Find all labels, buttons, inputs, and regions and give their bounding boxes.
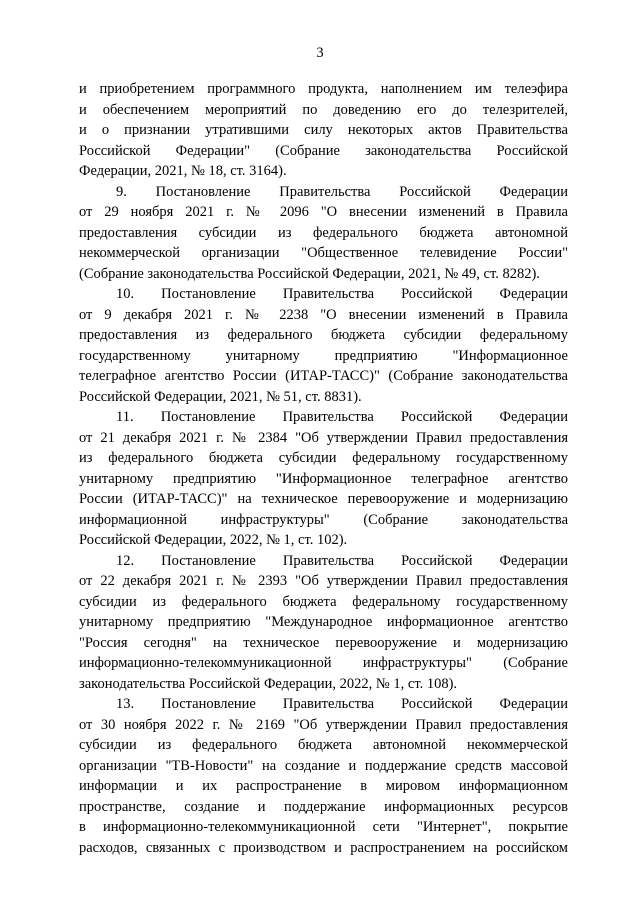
text-line: и приобретением программного продукта, наполнением им телеэфира [79, 81, 568, 97]
text-line: расходов, связанных с производством и распространением на российском [79, 839, 568, 856]
document-body [79, 79, 568, 858]
paragraph-continuation [79, 79, 568, 182]
paragraph-item-13 [79, 694, 568, 858]
text-line: от 21 декабря 2021 г. № 2384 "Об утверждении Правил предоставления [79, 429, 568, 446]
text-line: Федерации, 2021, № 18, ст. 3164). [79, 163, 287, 179]
text-line: от 29 ноября 2021 г. № 2096 "О внесении изменений в Правила [79, 204, 568, 220]
paragraph-item-12 [79, 551, 568, 695]
text-line: "Россия сегодня" на техническое перевооружение и модернизацию [79, 634, 568, 651]
text-line: пространстве, создание и поддержание информационных ресурсов [79, 798, 568, 815]
text-line: 13. Постановление Правительства Российской Федерации [116, 696, 568, 712]
text-line: Российской Федерации" (Собрание законодательства Российской [79, 142, 568, 159]
text-line: от 9 декабря 2021 г. № 2238 "О внесении изменений в Правила [79, 306, 568, 323]
text-line: 9. Постановление Правительства Российской Федерации [116, 183, 568, 200]
text-line: предоставления субсидии из федерального бюджета автономной [79, 224, 568, 241]
text-line: 11. Постановление Правительства Российской Федерации [116, 409, 568, 425]
text-line: законодательства Российской Федерации, 2022, № 1, ст. 108). [79, 675, 458, 692]
text-line: унитарному предприятию "Информационное телеграфное агентство [79, 470, 568, 487]
text-line: в информационно-телекоммуникационной сети "Интернет", покрытие [79, 819, 568, 835]
text-line: государственному унитарному предприятию "Информационное [79, 347, 568, 364]
text-line: и о признании утратившими силу некоторых актов Правительства [79, 122, 568, 138]
paragraph-item-10 [79, 284, 568, 407]
text-line: от 22 декабря 2021 г. № 2393 "Об утверждении Правил предоставления [79, 573, 568, 589]
text-line: информационно-телекоммуникационной инфраструктуры" (Собрание [79, 655, 568, 671]
text-line: 12. Постановление Правительства Российской Федерации [116, 552, 568, 569]
text-line: от 30 ноября 2022 г. № 2169 "Об утверждении Правил предоставления [79, 716, 568, 733]
text-line: информационной инфраструктуры" (Собрание законодательства [79, 511, 568, 528]
text-line: Российской Федерации, 2021, № 51, ст. 8831). [79, 388, 362, 405]
text-line: организации "ТВ-Новости" на создание и поддержание средств массовой [79, 757, 568, 774]
text-line: некоммерческой организации "Общественное телевидение России" [79, 245, 568, 261]
text-line: телеграфное агентство России (ИТАР-ТАСС)" (Собрание законодательства [79, 368, 568, 384]
text-line: и обеспечением мероприятий по доведению его до телезрителей, [79, 101, 568, 118]
page-number: 3 [316, 45, 324, 61]
text-line: предоставления из федерального бюджета субсидии федеральному [79, 327, 568, 343]
text-line: Российской Федерации, 2022, № 1, ст. 102). [79, 532, 348, 548]
text-line: субсидии из федерального бюджета автономной некоммерческой [79, 737, 568, 753]
text-line: субсидии из федерального бюджета федеральному государственному [79, 593, 568, 610]
paragraph-item-9 [79, 182, 568, 285]
paragraph-item-11 [79, 407, 568, 551]
text-line: (Собрание законодательства Российской Федерации, 2021, № 49, ст. 8282). [79, 265, 540, 282]
text-line: 10. Постановление Правительства Российской Федерации [116, 286, 568, 302]
text-line: информации и их распространение в мировом информационном [79, 778, 568, 794]
text-line: унитарному предприятию "Международное информационное агентство [79, 614, 568, 630]
text-line: из федерального бюджета субсидии федеральному государственному [79, 450, 568, 466]
text-line: России (ИТАР-ТАСС)" на техническое перевооружение и модернизацию [79, 491, 568, 507]
